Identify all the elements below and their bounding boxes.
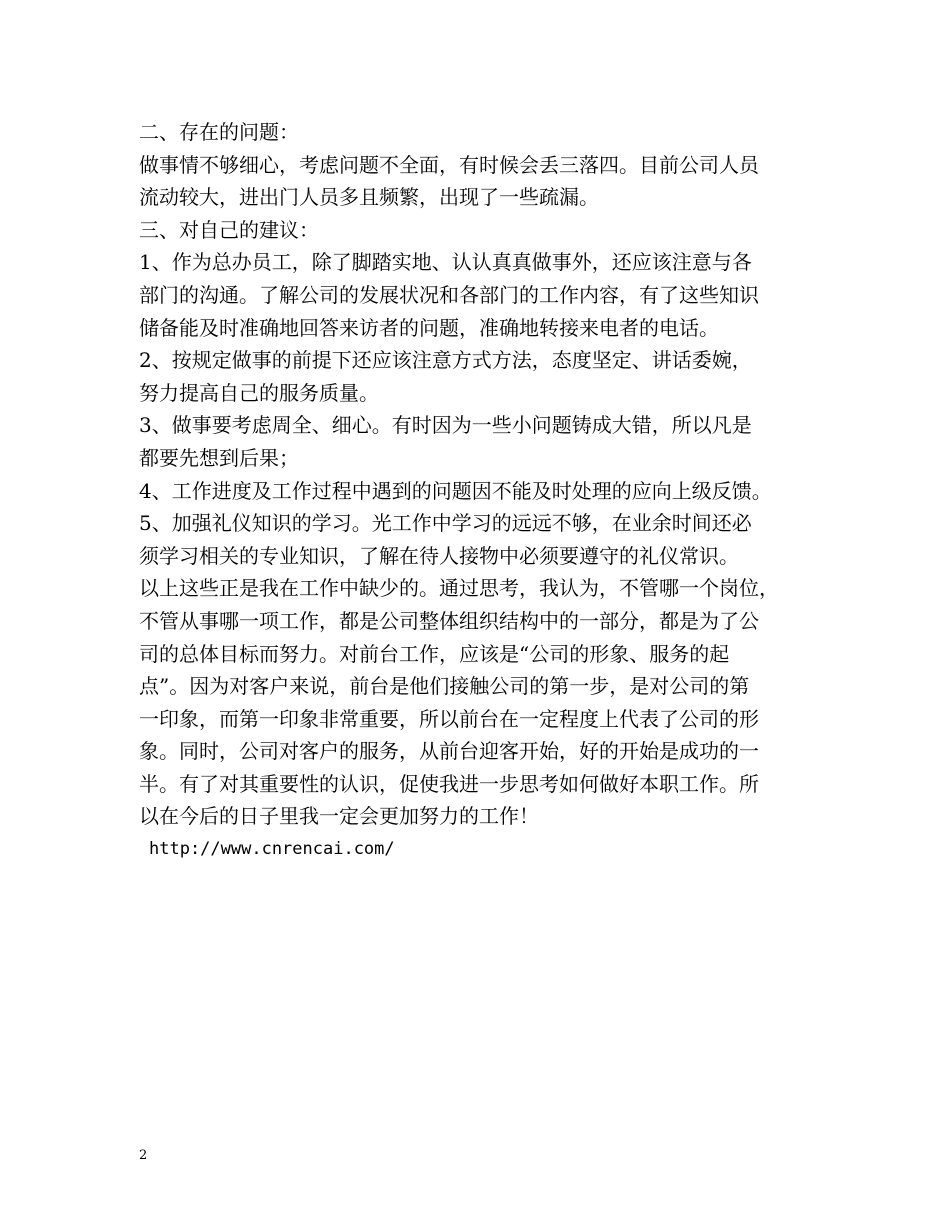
source-url: http://www.cnrencai.com/ [149, 839, 395, 860]
section-heading-suggestions: 三、对自己的建议： [139, 217, 319, 242]
section-heading-problems: 二、存在的问题： [139, 120, 299, 144]
list-item-line: 2、按规定做事的前提下还应该注意方式方法，态度坚定、讲话委婉， [139, 348, 752, 373]
paragraph-line: 以上这些正是我在工作中缺少的。通过思考，我认为，不管哪一个岗位， [139, 576, 779, 601]
list-item-line: 须学习相关的专业知识，了解在待人接物中必须要遵守的礼仪常识。 [139, 543, 739, 568]
list-item-line: 部门的沟通。了解公司的发展状况和各部门的工作内容，有了这些知识 [139, 282, 759, 307]
paragraph-line: 不管从事哪一项工作，都是公司整体组织结构中的一部分，都是为了公 [139, 608, 759, 633]
list-item-line: 努力提高自己的服务质量。 [139, 380, 379, 405]
page-number: 2 [139, 1148, 148, 1163]
paragraph-line: 流动较大，进出门人员多且频繁，出现了一些疏漏。 [139, 185, 599, 210]
paragraph-line: 以在今后的日子里我一定会更加努力的工作！ [139, 804, 539, 829]
paragraph-line: 司的总体目标而努力。对前台工作，应该是“公司的形象、服务的起 [139, 641, 730, 666]
paragraph-line: 做事情不够细心，考虑问题不全面，有时候会丢三落四。目前公司人员 [139, 152, 759, 177]
list-item-line: 都要先想到后果； [139, 445, 299, 470]
list-item-line: 3、做事要考虑周全、细心。有时因为一些小问题铸成大错，所以凡是 [139, 413, 752, 438]
paragraph-line: 一印象，而第一印象非常重要，所以前台在一定程度上代表了公司的形 [139, 706, 759, 731]
document-body [139, 116, 829, 866]
paragraph-line: 点”。因为对客户来说，前台是他们接触公司的第一步，是对公司的第 [139, 674, 750, 699]
list-item-line: 5、加强礼仪知识的学习。光工作中学习的远远不够，在业余时间还必 [139, 511, 752, 536]
list-item-line: 储备能及时准确地回答来访者的问题，准确地转接来电者的电话。 [139, 315, 719, 340]
list-item-line: 1、作为总办员工，除了脚踏实地、认认真真做事外，还应该注意与各 [139, 250, 752, 275]
paragraph-line: 象。同时，公司对客户的服务，从前台迎客开始，好的开始是成功的一 [139, 739, 759, 764]
list-item-line: 4、工作进度及工作过程中遇到的问题因不能及时处理的应向上级反馈。 [139, 478, 772, 503]
paragraph-line: 半。有了对其重要性的认识，促使我进一步思考如何做好本职工作。所 [139, 771, 759, 796]
